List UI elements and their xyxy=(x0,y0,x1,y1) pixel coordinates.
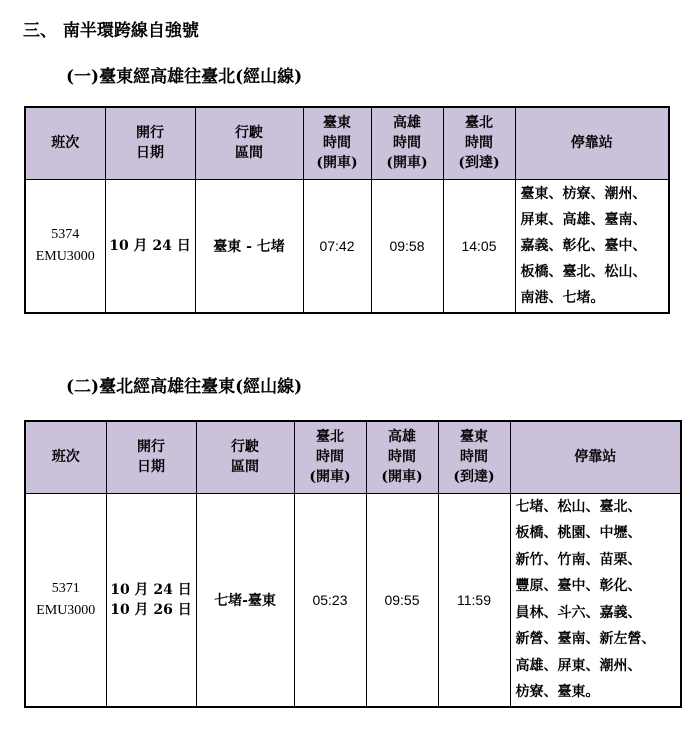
header-time2: 高雄 時間 (開車) xyxy=(366,421,438,493)
header-time1: 臺東 時間 (開車) xyxy=(303,107,371,179)
table-row xyxy=(25,493,681,707)
table1-subtitle: (一)臺東經高雄往臺北(經山線) xyxy=(66,67,303,87)
arrival-time: 11:59 xyxy=(438,493,510,707)
departure-time-origin: 07:42 xyxy=(303,179,371,313)
header-train: 班次 xyxy=(25,107,105,179)
header-date: 開行 日期 xyxy=(106,421,196,493)
header-train: 班次 xyxy=(25,421,106,493)
timetable-2 xyxy=(24,420,682,708)
header-section: 行駛 區間 xyxy=(195,107,303,179)
timetable-1 xyxy=(24,106,670,314)
table2-header-row xyxy=(25,421,681,493)
departure-time-kaohsiung: 09:55 xyxy=(366,493,438,707)
header-time3: 臺北 時間 (到達) xyxy=(443,107,515,179)
header-date: 開行 日期 xyxy=(105,107,195,179)
header-stops: 停靠站 xyxy=(515,107,669,179)
header-time1: 臺北 時間 (開車) xyxy=(294,421,366,493)
operating-date: 10 月 24 日 10 月 26 日 xyxy=(106,493,196,707)
stops-list: 臺東、枋寮、潮州、 屏東、高雄、臺南、 嘉義、彰化、臺中、 板橋、臺北、松山、 南港、七堵。 xyxy=(515,179,669,313)
header-time2: 高雄 時間 (開車) xyxy=(371,107,443,179)
section-title: 三、 南半環跨線自強號 xyxy=(23,21,199,41)
departure-time-origin: 05:23 xyxy=(294,493,366,707)
train-number: 5371 EMU3000 xyxy=(25,493,106,707)
stops-list: 七堵、松山、臺北、 板橋、桃園、中壢、 新竹、竹南、苗栗、 豐原、臺中、彰化、 員林、斗六、嘉義、 新營、臺南、新左營、 高雄、屏東、潮州、 枋寮、臺東。 xyxy=(510,493,681,707)
train-number: 5374 EMU3000 xyxy=(25,179,105,313)
departure-time-kaohsiung: 09:58 xyxy=(371,179,443,313)
arrival-time: 14:05 xyxy=(443,179,515,313)
route-section: 臺東 - 七堵 xyxy=(195,179,303,313)
operating-date: 10 月 24 日 xyxy=(105,179,195,313)
table2-subtitle: (二)臺北經高雄往臺東(經山線) xyxy=(66,377,303,397)
route-section: 七堵-臺東 xyxy=(196,493,294,707)
header-section: 行駛 區間 xyxy=(196,421,294,493)
header-stops: 停靠站 xyxy=(510,421,681,493)
header-time3: 臺東 時間 (到達) xyxy=(438,421,510,493)
table1-header-row xyxy=(25,107,669,179)
table-row xyxy=(25,179,669,313)
